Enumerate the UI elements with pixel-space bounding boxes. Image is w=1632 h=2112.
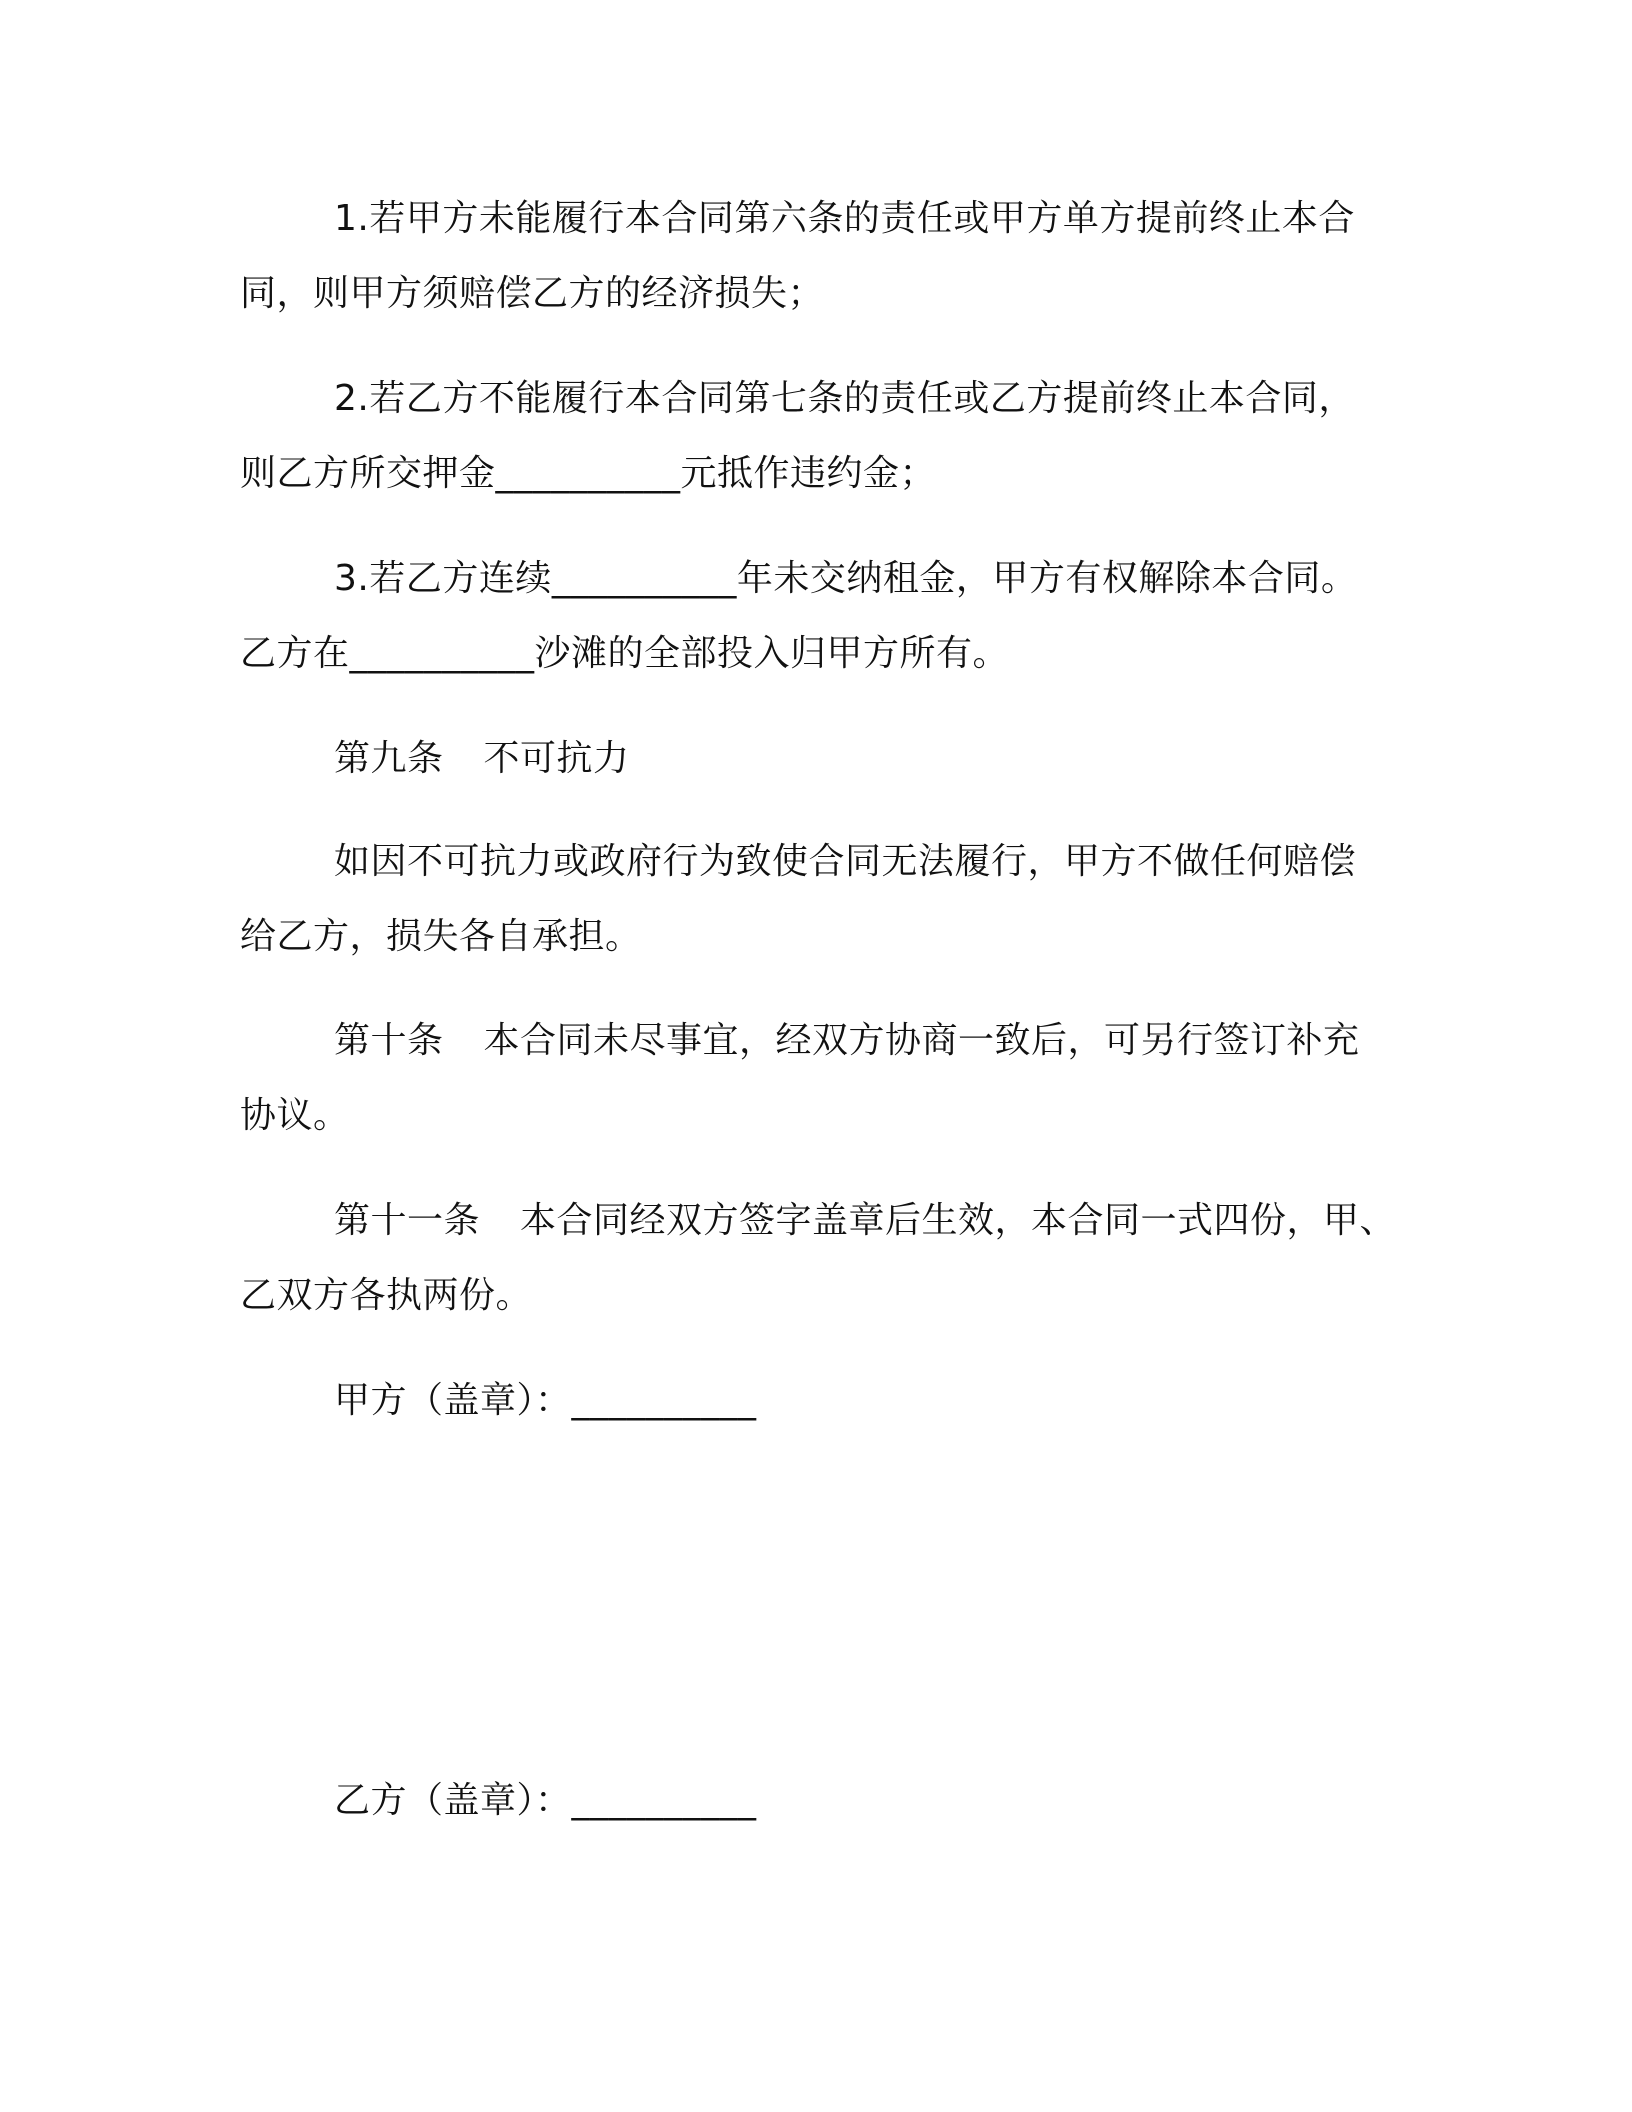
clause9-line2: 给乙方，损失各自承担。 <box>240 916 642 957</box>
clause11-text: 本合同经双方签字盖章后生效，本合同一式四份，甲、 <box>520 1200 1397 1241</box>
clause8-item3-line1: 3.若乙方连续__________年未交纳租金，甲方有权解除本合同。 <box>334 558 1358 599</box>
clause10-line2: 协议。 <box>240 1095 350 1136</box>
clause10-text: 本合同未尽事宜，经双方协商一致后，可另行签订补充 <box>483 1020 1360 1061</box>
clause9-line1: 如因不可抗力或政府行为致使合同无法履行，甲方不做任何赔偿 <box>334 841 1357 882</box>
clause11-number: 第十一条 <box>334 1200 481 1241</box>
party-b-signature: 乙方（盖章）：__________ <box>334 1780 757 1821</box>
clause8-item2-line2: 则乙方所交押金__________元抵作违约金； <box>240 453 937 494</box>
clause9-number: 第九条 <box>334 738 444 779</box>
clause8-item1-line2: 同，则甲方须赔偿乙方的经济损失； <box>240 273 825 314</box>
clause8-item2-line1: 2.若乙方不能履行本合同第七条的责任或乙方提前终止本合同， <box>334 378 1355 419</box>
clause10-number: 第十条 <box>334 1020 444 1061</box>
clause9-heading-line <box>334 735 630 783</box>
clause9-heading: 不可抗力 <box>483 738 630 779</box>
party-a-signature: 甲方（盖章）：__________ <box>334 1380 757 1421</box>
clause11-line2: 乙双方各执两份。 <box>240 1275 533 1316</box>
clause8-item1-line1: 1.若甲方未能履行本合同第六条的责任或甲方单方提前终止本合 <box>334 198 1355 239</box>
clause8-item3-line2: 乙方在__________沙滩的全部投入归甲方所有。 <box>240 633 1010 674</box>
clause11-line1 <box>334 1197 1396 1245</box>
clause10-line1 <box>334 1017 1360 1065</box>
